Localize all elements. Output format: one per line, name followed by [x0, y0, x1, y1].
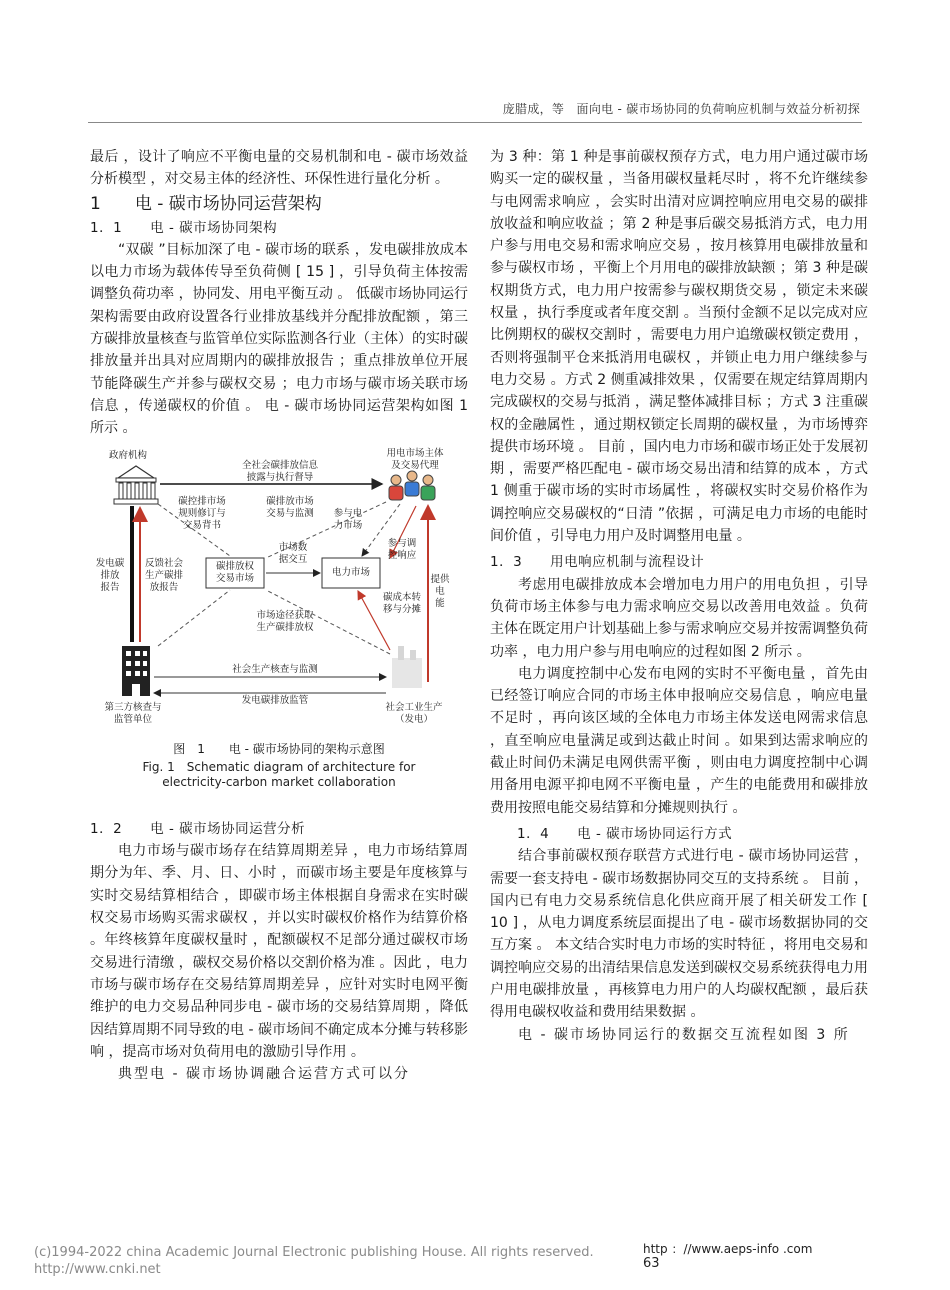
section-1-2-tail: 典型电 - 碳市场协调融合运营方式可以分 [118, 1066, 410, 1083]
section-1-2-body: 电力市场与碳市场存在结算周期差异 ，电力市场结算周期分为年、季、月、日、小时 ，而碳市场主要是年度核算与实时交易结算相结合 ，即碳市场主体根据自身需求在实时碳权交易市场购买需求碳权 ，并以实时碳权价格作为结算价格 。年终核算年度碳权量时 ，配额碳权不足部分通过碳权市场交易进行清缴 ，碳权交易价格以交割价格为准 。因此 ，电力市场与碳市场存在交易结算周期差异 ，应针对实时电网平衡维护的电力交易品种同步电 - 碳市场的交易结算周期 ，降低因结算周期不同导致的电 - 碳市场间不确定成本分摊与转移影响 ，提高市场对负荷用电的激励引导作用 。 [90, 843, 468, 1060]
section-1-4-body: 结合事前碳权预存联营方式进行电 - 碳市场协同运营 ，需要一套支持电 - 碳市场数据协同交互的支持系统 。 目前 ，国内已有电力交易系统信息化供应商开展了相关研发工作 [ 10 ] ，从电力调度系统层面提出了电 - 碳市场数据协同的交互方案 。 本文结合实时电力市场的实时特征 ，将用电交易和调控响应交易的出清结果信息发送到碳权交易系统获得电力用户用电碳排放量 ，再核算电力用户的人均碳权配额 ，最后获得用电碳权收益和费用结果数据 。 [490, 848, 868, 1021]
fig-label-market-route: 市场途径获取 生产碳排放权 [256, 609, 314, 633]
fig-label-feedback: 反馈社会 生产碳排 放报告 [144, 557, 183, 593]
copyright-watermark: (c)1994-2022 china Academic Journal Electronic publishing House. All rights reserved. [34, 1245, 594, 1260]
left-column [90, 146, 468, 1085]
fig-label-carbon-market: 碳排放权 交易市场 [215, 560, 254, 584]
intro-paragraph: 最后 ，设计了响应不平衡电量的交易机制和电 - 碳市场效益分析模型 ，对交易主体的经济性、环保性进行量化分析 。 [90, 149, 468, 188]
fig-label-verify: 社会生产核查与监测 [232, 663, 318, 675]
section-1-3-paragraph-2: 电力调度控制中心发布电网的实时不平衡电量 ，首先由已经签订响应合同的市场主体申报响应交易信息 ，响应电量不足时 ，再向该区域的全体电力市场主体发送电网需求信息 ，直至响应电量满足或到达截止时间 。如果到达需求响应的截止时间仍未满足电网供需平衡 ，则由电力调度控制中心调用备用电源平抑电网不平衡电量 ，产生的电能费用和碳排放费用按照电能交易结算和分摊规则执行 。 [490, 665, 868, 816]
third-party-building-icon [122, 646, 150, 696]
fig-label-join-regulation: 参与调 控响应 [387, 537, 417, 561]
users-group-icon [389, 471, 435, 500]
fig-label-join-power: 参与电 力市场 [333, 507, 363, 531]
fig-label-rules: 碳控排市场 规则修订与 交易背书 [178, 495, 226, 531]
section-1-title: 1 电 - 碳市场协同运营架构 [90, 193, 322, 214]
figure-1-caption-en-1: Fig. 1 Schematic diagram of architecture for [142, 759, 416, 774]
figure-1-caption-zh: 图 1 电 - 碳市场协同的架构示意图 [173, 741, 385, 756]
figure-1-caption-en-2: electricity-carbon market collaboration [162, 774, 396, 789]
page-number: 63 [643, 1256, 660, 1271]
fig-label-third-party: 第三方核查与 监管单位 [104, 701, 162, 725]
fig-label-power-market: 电力市场 [331, 566, 370, 578]
fig-label-top-arrow: 全社会碳排放信息 披露与执行督导 [241, 459, 318, 483]
fig-label-industry: 社会工业生产 （发电） [385, 701, 443, 725]
section-1-3-paragraph-1: 考虑用电碳排放成本会增加电力用户的用电负担 ，引导负荷市场主体参与电力需求响应交易以改善用电效益 。负荷主体在既定用户计划基础上参与需求响应交易并按需调整负荷功率 ，电力用户参与用电响应的过程如图 2 所示 。 [490, 576, 868, 660]
fig-label-gov: 政府机构 [108, 449, 147, 461]
section-1-4-tail: 电 - 碳市场协同运行的数据交互流程如图 3 所 [518, 1026, 850, 1043]
fig-label-users: 用电市场主体 及交易代理 [386, 447, 444, 471]
industry-plant-icon [392, 646, 422, 688]
right-column [490, 146, 868, 1046]
cnki-link[interactable]: http://www.cnki.net [34, 1262, 161, 1277]
figure-1 [90, 446, 468, 736]
section-1-3-title: 1．3 用电响应机制与流程设计 [490, 554, 705, 571]
right-paragraph-1: 为 3 种：第 1 种是事前碳权预存方式，电力用户通过碳市场购买一定的碳权量 ，当备用碳权量耗尽时 ，将不允许继续参与电网需求响应 ，会实时出清对应调控响应用电交易的碳排放收益和响应收益 ；第 2 种是事后碳交易抵消方式，电力用户参与用电交易和需求响应交易 ，按月核算用电碳排放量和参与碳权市场 ，平衡上个月用电的碳排放缺额 ；第 3 种是碳权期货方式，电力用户按需参与碳权期货交易 ，锁定未来碳权量 ，执行季度或者年度交割 。当预付金额不足以完成对应比例期权的碳权交割时 ，需要电力用户追缴碳权锁定费用 ，否则将强制平仓来抵消用电碳权 ，并锁止电力用户继续参与电力交易 。方式 2 侧重减排效果 ，仅需要在规定结算周期内完成碳权的交易与抵消 ，满足整体减排目标 ；方式 3 注重碳权的金融属性 ，通过期权锁定长周期的碳权量 ，为市场博弈提供市场环境 。 目前 ，国内电力市场和碳市场正处于发展初期 ，需要严格匹配电 - 碳市场交易出清和结算的成本 ，方式 1 侧重于碳市场的实时市场属性 ，将碳权实时交易价格作为调控响应交易碳权的“日清 ”依据 ，可满足电力市场的电能时间价值 ，引导电力用户及时调整用电量 。 [490, 149, 868, 545]
journal-url[interactable]: http ：//www.aeps-info .com [643, 1242, 813, 1256]
section-1-4-title: 1．4 电 - 碳市场协同运行方式 [517, 825, 733, 842]
fig-label-supervise: 发电碳排放监管 [241, 694, 309, 706]
government-building-icon [114, 466, 158, 504]
section-1-2-title: 1．2 电 - 碳市场协同运营分析 [90, 820, 306, 837]
fig-label-data-exchange: 市场数 据交互 [278, 541, 308, 565]
header-rule [88, 122, 862, 123]
fig-label-carbon-trade: 碳排放市场 交易与监测 [266, 495, 314, 519]
section-1-1-title: 1．1 电 - 碳市场协同架构 [90, 219, 278, 236]
fig-label-report: 发电碳 排放 报告 [95, 557, 125, 593]
fig-label-cost-transfer: 碳成本转 移与分摊 [382, 591, 421, 615]
section-1-1-body: “双碳 ”目标加深了电 - 碳市场的联系 ，发电碳排放成本以电力市场为载体传导至负荷侧 [ 15 ] ，引导负荷主体按需调整负荷功率 ，协同发、用电平衡互动 。 低碳市场协同运行架构需要由政府设置各行业排放基线并分配排放配额 ，第三方碳排放量核查与监管单位实际监测各行业（主体）的实时碳排放量并出具对应周期内的碳排放报告 ；重点排放单位开展节能降碳生产并参与碳权交易 ；电力市场与碳市场关联市场信息 ，传递碳权的价值 。 电 - 碳市场协同运营架构如图 1 所示 。 [90, 241, 468, 437]
fig-label-supply: 提供 电 能 [430, 573, 450, 609]
running-head: 庞腊成，等 面向电 - 碳市场协同的负荷响应机制与效益分析初探 [502, 102, 860, 116]
